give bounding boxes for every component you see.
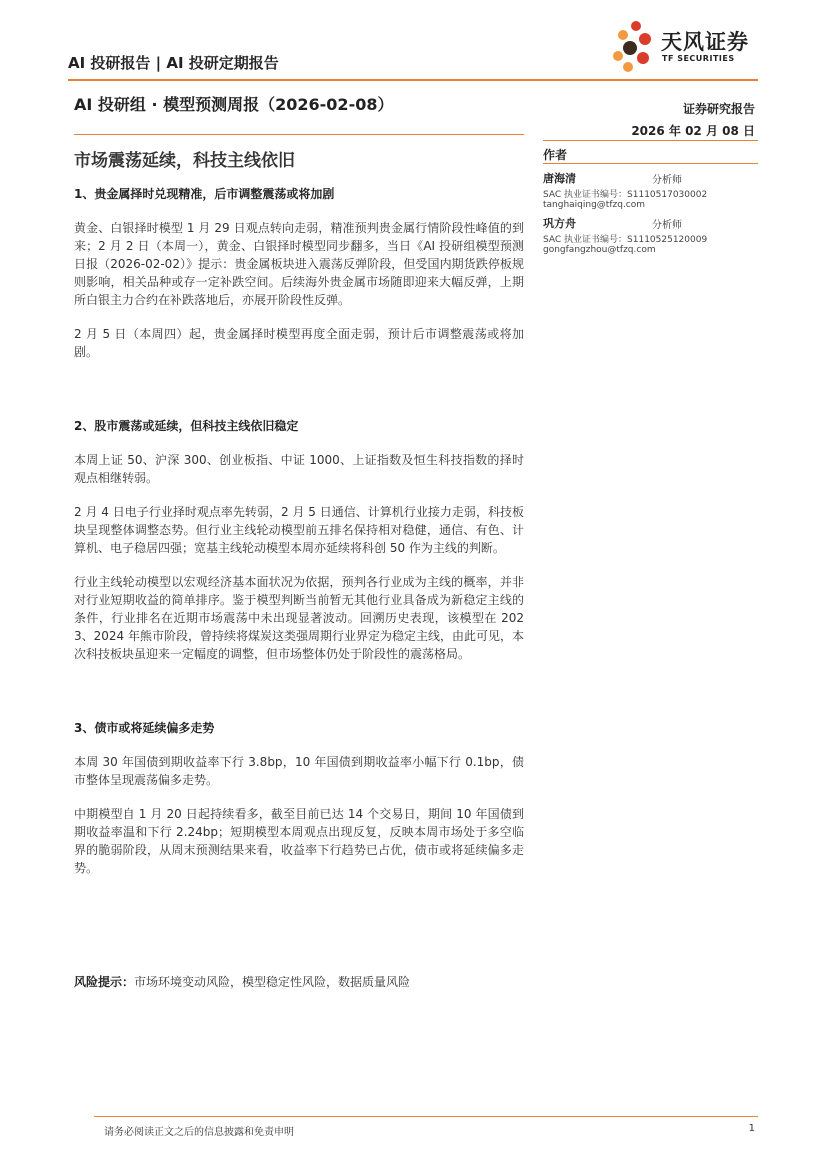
author-role: 分析师	[652, 220, 682, 231]
footer-rule	[94, 1116, 758, 1117]
section-heading: 1、贵金属择时兑现精准，后市调整震荡或将加剧	[74, 187, 335, 201]
brand-sub: TF SECURITIES	[662, 54, 735, 63]
title-rule	[74, 134, 524, 135]
section-paragraph: 行业主线轮动模型以宏观经济基本面状况为依据，预判各行业成为主线的概率，并非对行业短期收益的简单排序。鉴于模型判断当前暂无其他行业具备成为新稳定主线的条件，行业排名在近期市场震荡中未出现显著波动。回溯历史表现，该模型在 2023、2024 年熊市阶段，曾持续将煤炭这类强周期行业界定为稳定主线，由此可见，本次科技板块虽迎来一定幅度的调整，但市场整体仍处于阶段性的震荡格局。	[74, 575, 524, 661]
report-category: AI 投研报告 | AI 投研定期报告	[68, 54, 279, 72]
report-date: 2026 年 02 月 08 日	[631, 124, 755, 138]
section-paragraph: 本周 30 年国债到期收益率下行 3.8bp，10 年国债到期收益率小幅下行 0.1bp，债市整体呈现震荡偏多走势。	[74, 755, 524, 787]
section-paragraph: 中期模型自 1 月 20 日起持续看多，截至目前已达 14 个交易日，期间 10 年国债到期收益率温和下行 2.24bp；短期模型本周观点出现反复，反映本周市场处于多空临界的脆弱阶段，从周末预测结果来看，收益率下行趋势已占优，债市或将延续偏多走势。	[74, 807, 524, 875]
section-heading: 3、债市或将延续偏多走势	[74, 721, 215, 735]
author-email[interactable]: tanghaiqing@tfzq.com	[543, 200, 646, 210]
author-role: 分析师	[652, 175, 682, 186]
brand-name: 天风证券	[661, 30, 749, 54]
report-type: 证券研究报告	[682, 102, 755, 116]
date-rule	[543, 140, 758, 141]
risk-label: 风险提示：	[74, 975, 135, 989]
section-heading: 2、股市震荡或延续，但科技主线依旧稳定	[74, 419, 299, 433]
page-number: 1	[748, 1123, 755, 1134]
authors-label: 作者	[543, 148, 568, 162]
page-title: AI 投研组 · 模型预测周报（2026-02-08）	[74, 95, 394, 114]
author-name: 巩方舟	[543, 217, 576, 230]
author-cert: SAC 执业证书编号：S1110525120009	[543, 235, 708, 245]
risk-notice	[74, 973, 524, 990]
brand-logo	[608, 18, 768, 78]
author-name: 唐海清	[543, 172, 576, 185]
authors-rule	[543, 163, 758, 164]
author-cert: SAC 执业证书编号：S1110517030002	[543, 190, 708, 200]
report-subtitle: 市场震荡延续，科技主线依旧	[74, 151, 295, 171]
section-paragraph: 2 月 4 日电子行业择时观点率先转弱，2 月 5 日通信、计算机行业接力走弱，科技板块呈现整体调整态势。但行业主线轮动模型前五排名保持相对稳健，通信、有色、计算机、电子稳居四强；宽基主线轮动模型本周亦延续将科创 50 作为主线的判断。	[74, 505, 524, 555]
header-rule	[68, 79, 758, 81]
footer-disclaimer: 请务必阅读正文之后的信息披露和免责申明	[104, 1127, 294, 1138]
author-email[interactable]: gongfangzhou@tfzq.com	[543, 245, 656, 255]
brand-logo-icon	[608, 18, 660, 74]
section-paragraph: 黄金、白银择时模型 1 月 29 日观点转向走弱，精准预判贵金属行情阶段性峰值的到来；2 月 2 日（本周一），黄金、白银择时模型同步翻多，当日《AI 投研组模型预测日报（2026-02-02）》提示：贵金属板块进入震荡反弹阶段，但受国内期货跌停板规则影响，相关品种或存一定补跌空间。后续海外贵金属市场随即迎来大幅反弹，上期所白银主力合约在补跌落地后，亦展开阶段性反弹。	[74, 221, 524, 307]
section-paragraph: 本周上证 50、沪深 300、创业板指、中证 1000、上证指数及恒生科技指数的择时观点相继转弱。	[74, 453, 524, 485]
report-body	[74, 185, 524, 990]
risk-text: 市场环境变动风险，模型稳定性风险，数据质量风险	[134, 975, 411, 989]
section-paragraph: 2 月 5 日（本周四）起，贵金属择时模型再度全面走弱，预计后市调整震荡或将加剧。	[74, 327, 524, 359]
